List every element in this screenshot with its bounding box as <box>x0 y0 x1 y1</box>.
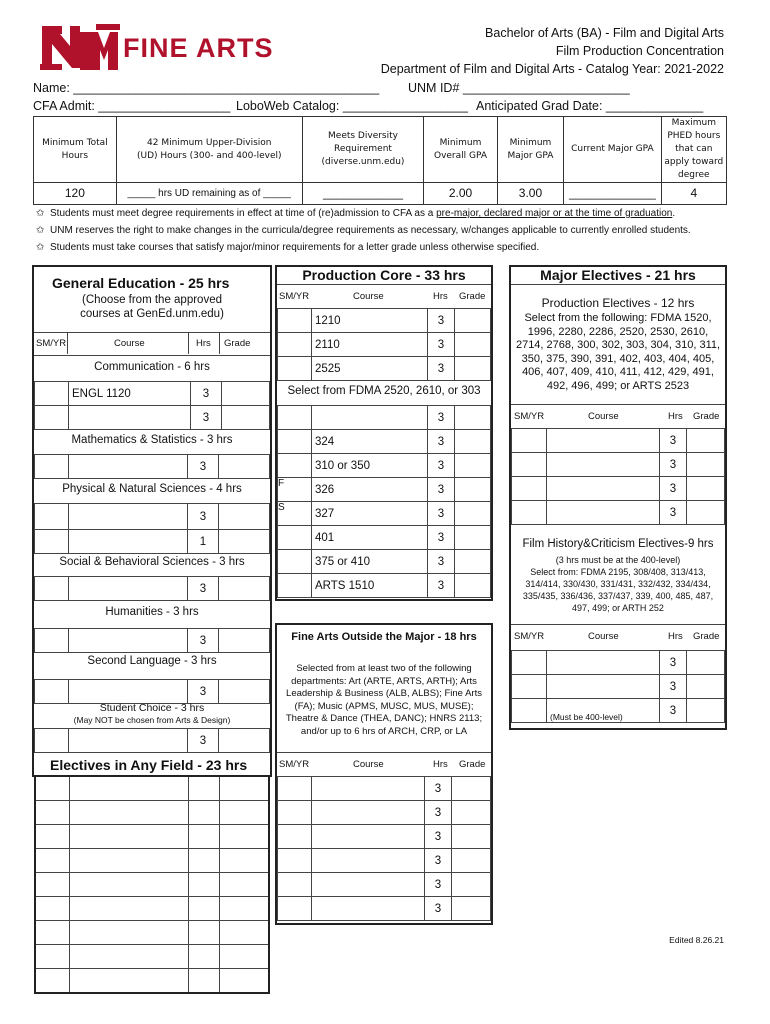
fall-marker: F <box>278 478 312 502</box>
production-core-rows-b: 3 324 3 310 or 350 3 F 326 3 S 327 3 401 3 375 or 410 3 ARTS 1510 3 <box>277 405 491 598</box>
max-phed-hours: 4 <box>661 183 726 205</box>
physical-sciences-label: Physical & Natural Sciences - 4 hrs <box>62 483 242 495</box>
grad-date-field[interactable]: Anticipated Grad Date: ______________ <box>476 99 704 113</box>
production-electives-list: Select from the following: FDMA 1520, 1996, 2280, 2286, 2520, 2530, 2610, 2714, 2768, 300, 302, 303, 304, 310, 311, 350, 375, 390, 391, 402, 403, 404, 405, 406, 407, 409, 410, 411, 412, 429, 491, 492, 496, 499; or ARTS 2523 <box>515 312 721 392</box>
summary-header: Minimum Overall GPA <box>424 117 498 183</box>
note-2: ✩ UNM reserves the right to make changes in the curricula/degree requirements as necessary, w/changes applicable to currently enrolled students. <box>36 225 691 236</box>
degree-title: Bachelor of Arts (BA) - Film and Digital Arts <box>485 26 724 40</box>
requirements-summary-table <box>33 116 727 205</box>
summary-header: Minimum Major GPA <box>497 117 563 183</box>
ud-hours-remaining[interactable]: _____ hrs UD remaining as of _____ <box>116 183 302 205</box>
star-icon: ✩ <box>36 208 45 219</box>
edited-date: Edited 8.26.21 <box>669 935 724 945</box>
fine-arts-column-headers: SM/YR Course Hrs Grade <box>277 752 491 777</box>
summary-header: Meets Diversity Requirement (diverse.unm.edu) <box>302 117 423 183</box>
name-field[interactable]: Name: ____________________________________________ <box>33 81 380 95</box>
fine-arts-rows: 3 3 3 3 3 3 <box>277 776 491 921</box>
social-sciences-rows: 3 <box>34 576 270 601</box>
production-core-title: Production Core - 33 hrs <box>302 267 466 283</box>
electives-any-field-rows <box>34 775 270 994</box>
star-icon: ✩ <box>36 242 45 253</box>
star-icon: ✩ <box>36 225 45 236</box>
physical-sciences-rows: 3 1 <box>34 503 270 554</box>
math-rows: 3 <box>34 454 270 479</box>
second-language-label: Second Language - 3 hrs <box>87 655 217 667</box>
major-electives-title: Major Electives - 21 hrs <box>540 267 696 283</box>
fine-arts-logo-text: FINE ARTS <box>123 33 274 63</box>
note-1: ✩ Students must meet degree requirements in effect at time of (re)admission to CFA as a pre-major, declared major or at the time of graduation. <box>36 208 676 219</box>
production-electives-rows: 3 3 3 3 <box>511 428 725 525</box>
department-catalog-year: Department of Film and Digital Arts - Catalog Year: 2021-2022 <box>380 62 724 76</box>
communication-label: Communication - 6 hrs <box>94 361 210 373</box>
student-choice-rows: 3 <box>34 728 270 753</box>
film-history-title: Film History&Criticism Electives-9 hrs <box>522 538 714 550</box>
gen-ed-link: courses at GenEd.unm.edu) <box>80 308 224 320</box>
math-label: Mathematics & Statistics - 3 hrs <box>71 434 233 446</box>
film-history-column-headers: SM/YR Course Hrs Grade <box>511 624 725 649</box>
concentration-title: Film Production Concentration <box>555 44 724 58</box>
summary-header: Maximum PHED hours that can apply toward degree <box>661 117 726 183</box>
fine-arts-description: Selected from at least two of the following departments: Art (ARTE, ARTS, ARTH); Arts Leadership & Business (ALB, ALBS); Fine Arts (FA); Music (APMS, MUSC, MUS, MUSE); Theatre & Dance (THEA, DANC); HNRS 2113; and/or up to 6 hrs of ARCH, CRP, or LA <box>285 663 483 737</box>
summary-header: Current Major GPA <box>564 117 662 183</box>
humanities-rows: 3 <box>34 628 270 653</box>
gen-ed-title: General Education - 25 hrs <box>52 275 230 291</box>
course-cell[interactable]: ENGL 1120 <box>69 382 191 406</box>
spring-marker: S <box>278 502 312 526</box>
note-3: ✩ Students must take courses that satisfy major/minor requirements for a letter grade unless otherwise specified. <box>36 242 540 253</box>
fine-arts-title: Fine Arts Outside the Major - 18 hrs <box>291 631 477 643</box>
min-overall-gpa: 2.00 <box>424 183 498 205</box>
production-core-select-note: Select from FDMA 2520, 2610, or 303 <box>287 385 481 397</box>
production-core-rows-a: 1210 3 2110 3 2525 3 <box>277 308 491 381</box>
humanities-label: Humanities - 3 hrs <box>105 606 199 618</box>
production-electives-column-headers: SM/YR Course Hrs Grade <box>511 404 725 429</box>
social-sciences-label: Social & Behavioral Sciences - 3 hrs <box>59 556 245 568</box>
gen-ed-subtitle: (Choose from the approved <box>82 294 222 306</box>
must-400-level-note: (Must be 400-level) <box>547 699 660 723</box>
second-language-rows: 3 <box>34 679 270 704</box>
summary-header: Minimum Total Hours <box>34 117 117 183</box>
student-choice-label: Student Choice - 3 hrs <box>99 702 205 714</box>
summary-header: 42 Minimum Upper-Division (UD) Hours (300- and 400-level) <box>116 117 302 183</box>
communication-rows: ENGL 1120 3 3 <box>34 381 270 430</box>
min-total-hours: 120 <box>34 183 117 205</box>
diversity-field[interactable]: ____________ <box>302 183 423 205</box>
production-electives-title: Production Electives - 12 hrs <box>541 296 695 310</box>
production-core-column-headers: SM/YR Course Hrs Grade <box>277 284 491 309</box>
unm-id-field[interactable]: UNM ID# ________________________ <box>408 81 630 95</box>
gen-ed-column-headers: SM/YR Course Hrs Grade <box>34 332 270 356</box>
min-major-gpa: 3.00 <box>497 183 563 205</box>
electives-any-field-title: Electives in Any Field - 23 hrs <box>50 757 248 773</box>
cfa-admit-field[interactable]: CFA Admit: ___________________ <box>33 99 231 113</box>
film-history-rows: 3 3 (Must be 400-level) 3 <box>511 650 725 723</box>
loboweb-catalog-field[interactable]: LoboWeb Catalog: __________________ <box>236 99 468 113</box>
current-major-gpa[interactable]: _____________ <box>564 183 662 205</box>
film-history-list: (3 hrs must be at the 400-level) Select from: FDMA 2195, 308/408, 313/413, 314/414, 330/430, 331/431, 332/432, 334/434, 335/435, 336/436, 337/437, 339, 400, 485, 487, 497, 499; or ARTH 252 <box>522 555 714 613</box>
student-choice-note: (May NOT be chosen from Arts & Design) <box>73 715 231 725</box>
unm-logo-icon <box>40 24 120 74</box>
